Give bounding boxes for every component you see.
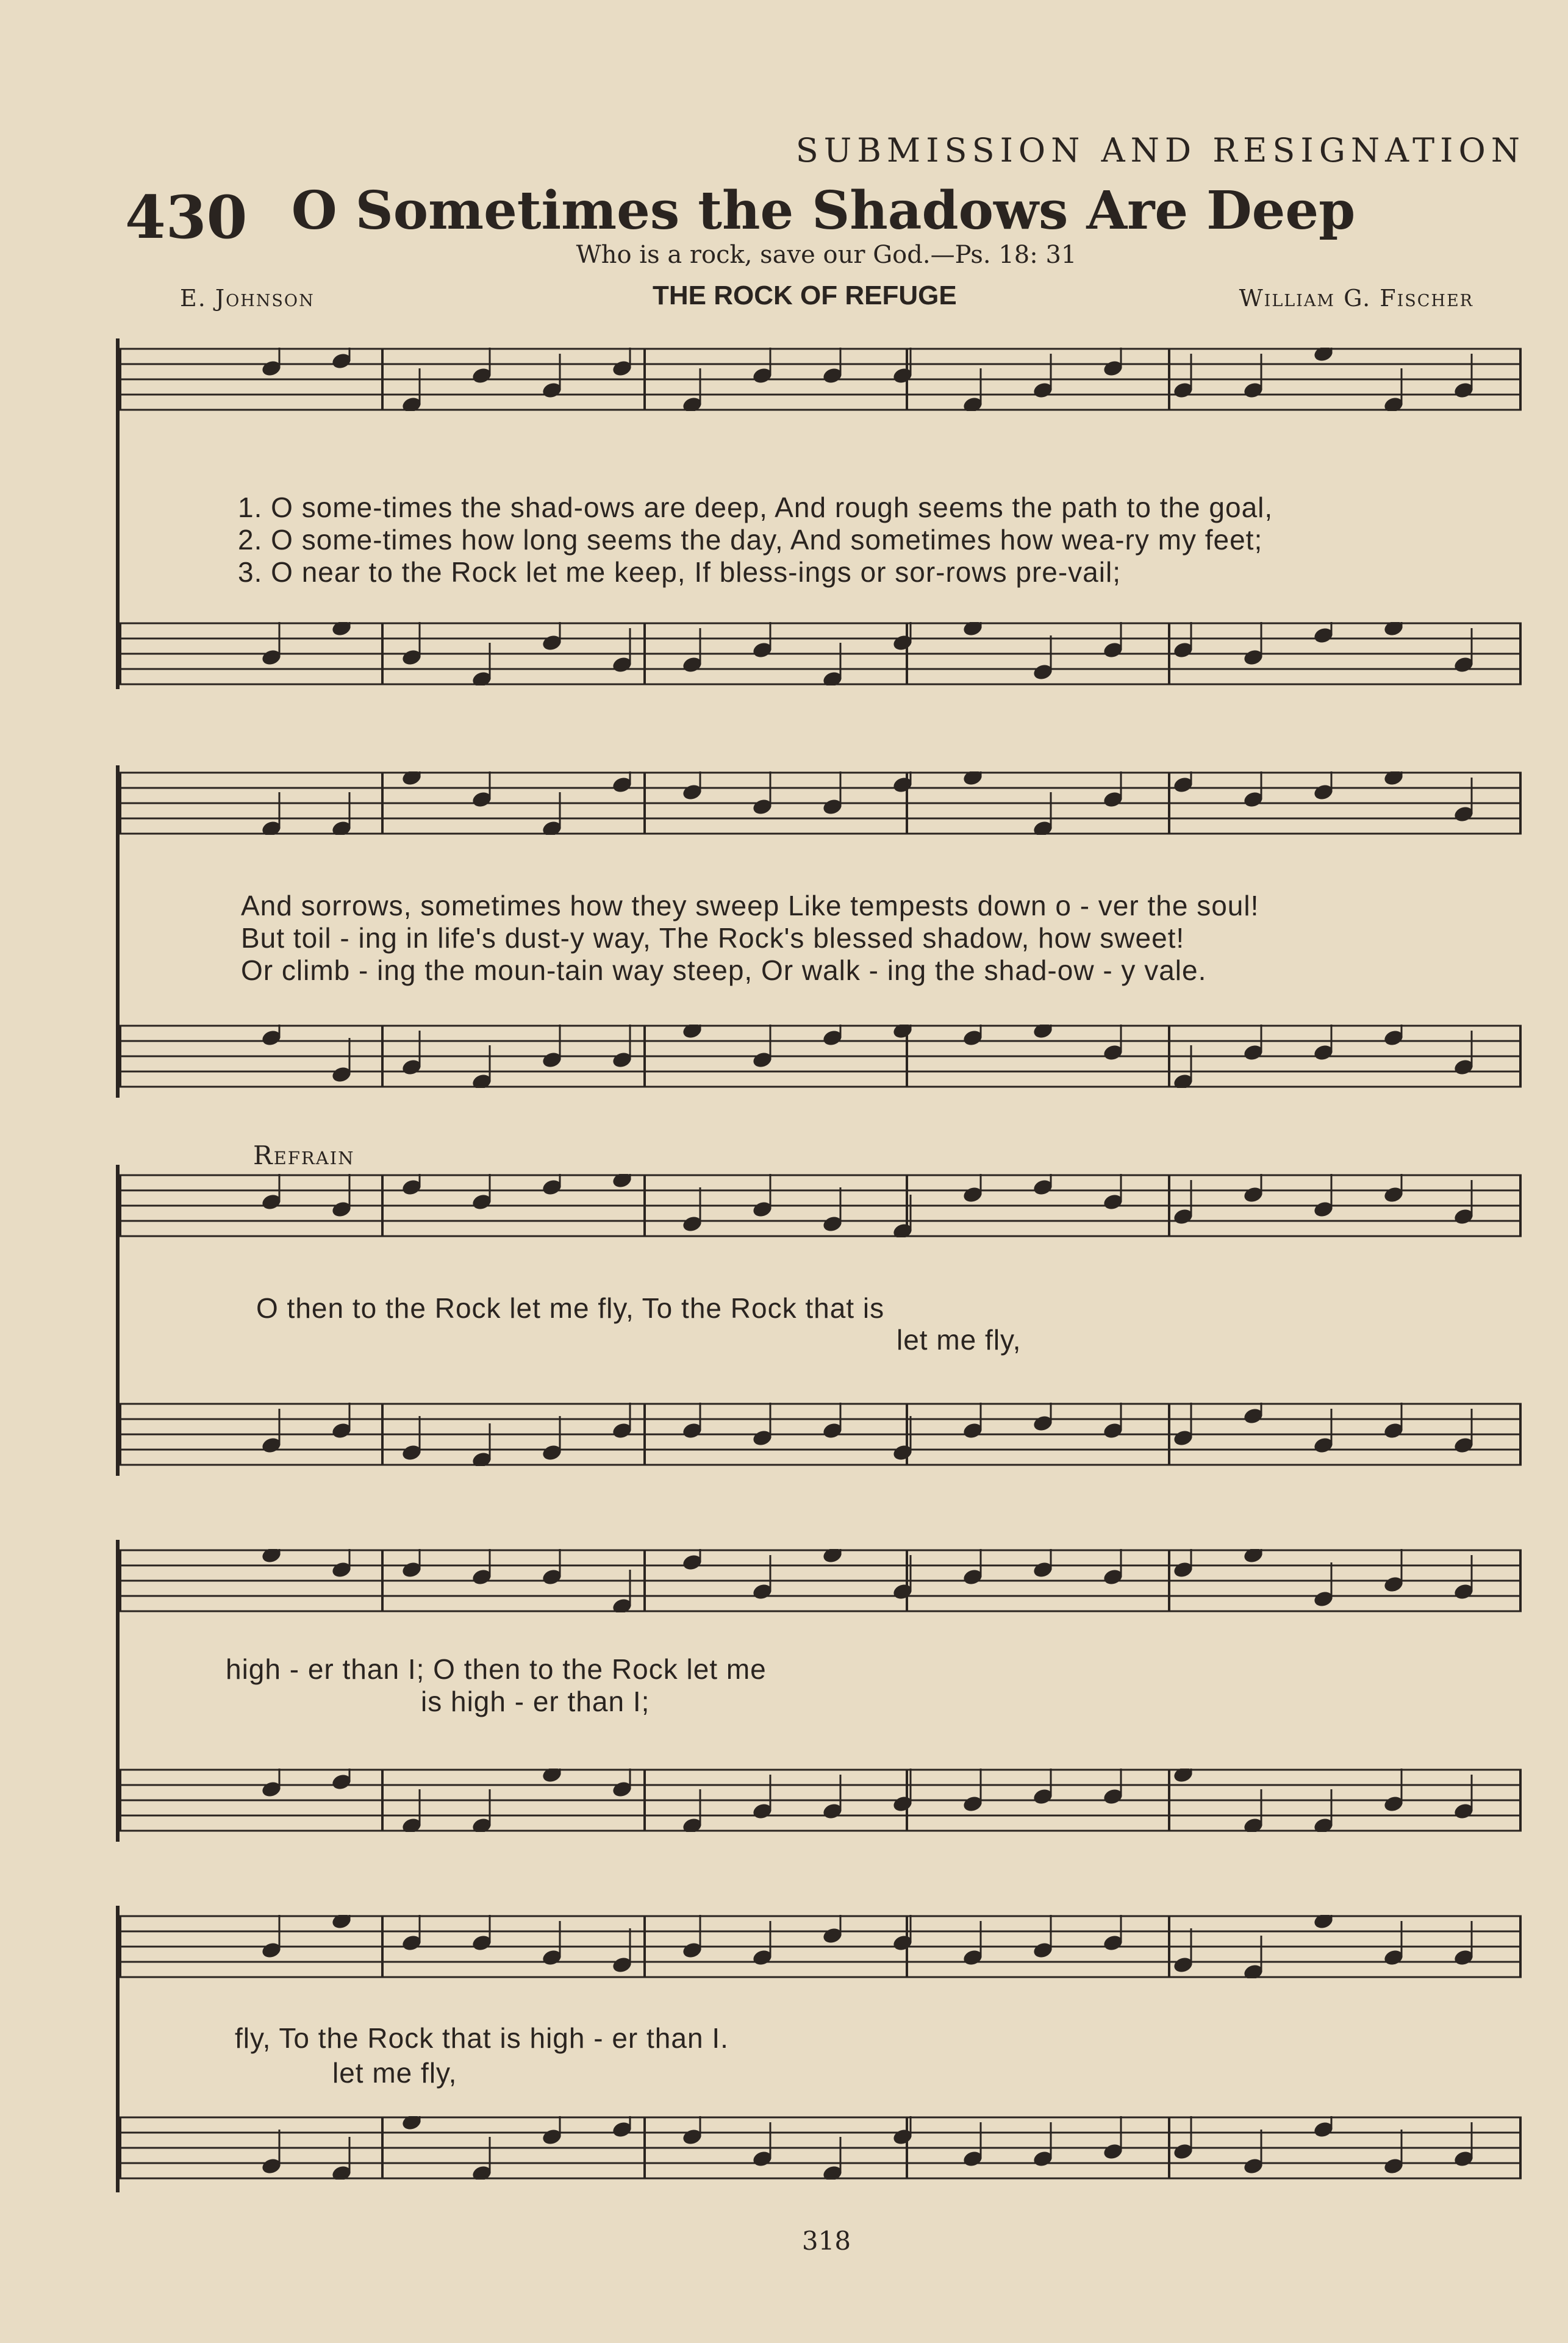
staff-treble (119, 1915, 1522, 1978)
lyricist: E. Johnson (180, 285, 315, 312)
verse-3-line-2: Or climb - ing the moun-tain way steep, Or walk - ing the shad-ow - y vale. (241, 954, 1207, 986)
hymn-number: 430 (125, 183, 248, 252)
staff-bass (119, 1025, 1522, 1088)
composer: William G. Fischer (1239, 285, 1473, 312)
staff-treble (119, 1174, 1522, 1237)
refrain-lyric-2: high - er than I; O then to the Rock let me (226, 1653, 767, 1685)
staff-bass (119, 1769, 1522, 1832)
staff-treble (119, 348, 1522, 411)
staff-bass (119, 2116, 1522, 2180)
tune-name: THE ROCK OF REFUGE (653, 281, 957, 310)
hymn-title: O Sometimes the Shadows Are Deep (291, 180, 1356, 241)
refrain-alto-lyric-3: let me fly, (332, 2057, 457, 2089)
refrain-alto-lyric-1: let me fly, (897, 1324, 1022, 1356)
refrain-label: Refrain (253, 1140, 355, 1170)
verse-2-line-1: 2. O some-times how long seems the day, And sometimes how wea-ry my feet; (238, 524, 1263, 556)
page-number: 318 (801, 2226, 851, 2256)
verse-1-line-1: 1. O some-times the shad-ows are deep, And rough seems the path to the goal, (238, 492, 1273, 523)
verse-2-line-2: But toil - ing in life's dust-y way, The Rock's blessed shadow, how sweet! (241, 922, 1185, 954)
scripture-reference: Who is a rock, save our God.—Ps. 18: 31 (576, 241, 1077, 269)
staff-treble (119, 1549, 1522, 1612)
staff-bass (119, 622, 1522, 685)
verse-3-line-1: 3. O near to the Rock let me keep, If bless-ings or sor-rows pre-vail; (238, 556, 1121, 588)
section-heading: SUBMISSION AND RESIGNATION (795, 131, 1525, 170)
staff-treble (119, 771, 1522, 835)
staff-bass (119, 1403, 1522, 1466)
verse-1-line-2: And sorrows, sometimes how they sweep Like tempests down o - ver the soul! (241, 890, 1259, 921)
refrain-alto-lyric-2: is high - er than I; (421, 1686, 650, 1717)
refrain-lyric-3: fly, To the Rock that is high - er than I. (235, 2022, 729, 2054)
refrain-lyric-1: O then to the Rock let me fly, To the Rock that is (256, 1292, 885, 1324)
